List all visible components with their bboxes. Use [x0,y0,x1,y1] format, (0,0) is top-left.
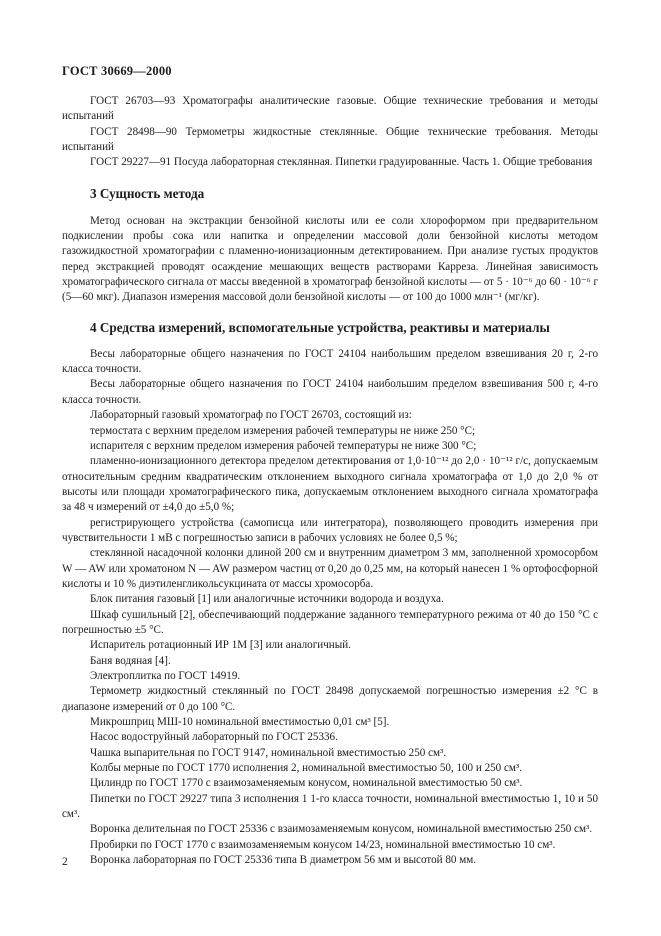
section-4-heading: 4 Средства измерений, вспомогательные устройства, реактивы и материалы [90,319,550,335]
equipment-subitem: испарителя с верхним пределом измерения рабочей температуры не ниже 300 °С; [90,439,477,452]
equipment-item: Весы лабораторные общего назначения по ГОСТ 24104 наибольшим пределом взвешивания 500 г, 4-го класса точности. [62,378,598,406]
equipment-item: Электроплитка по ГОСТ 14919. [90,670,241,682]
equipment-item: Весы лабораторные общего назначения по ГОСТ 24104 наибольшим пределом взвешивания 20 г, 2-го класса точности. [62,347,598,376]
page-content [62,94,598,868]
equipment-subitem: стеклянной насадочной колонки длиной 200 см и внутренним диаметром 3 мм, заполненной хромосорбом W — AW или хроматоном N — AW размером частиц от 0,20 до 0,25 мм, на который нанесен 1 % ортофосфорной кислоты и 10 % диэтиленгликольсукцината от массы хромосорба. [62,547,598,590]
section-3-text: Метод основан на экстракции бензойной кислоты или ее соли хлороформом при предварительном подкислении пробы сока или напитка и определении массовой доли бензойной кислоты методом газожидкостной хроматографии с пламенно-ионизационным детектированием. При анализе густых продуктов перед экстракцией проводят осаждение мешающих веществ растворами Карреза. Линейная зависимость хроматографического сигнала от массы введенной в хроматограф бензойной кислоты — от 5 · 10⁻⁶ до 60 · 10⁻⁶ г (5—60 мкг). Диапазон измерения массовой доли бензойной кислоты — от 100 до 1000 млн⁻¹ (мг/кг). [62,214,598,304]
standard-header: ГОСТ 30669—2000 [62,64,172,78]
equipment-item: Воронка лабораторная по ГОСТ 25336 типа В диаметром 56 мм и высотой 80 мм. [90,854,477,867]
equipment-item: Блок питания газовый [1] или аналогичные источники водорода и воздуха. [90,593,444,606]
equipment-item: Термометр жидкостный стеклянный по ГОСТ 28498 допускаемой погрешностью измерения ±2 °С в диапазоне измерений от 0 до 100 °С. [62,685,598,713]
equipment-item: Чашка выпарительная по ГОСТ 9147, номинальной вместимостью 250 см³. [90,746,447,759]
page-number: 2 [62,856,68,868]
equipment-item: Воронка делительная по ГОСТ 25336 с взаимозаменяемым конусом, номинальной вместимостью 250 см³. [90,823,593,836]
section-3-heading: 3 Сущность метода [90,185,205,201]
equipment-item: Пипетки по ГОСТ 29227 типа 3 исполнения 1 1-го класса точности, номинальной вместимостью 1, 10 и 50 см³. [62,792,598,821]
reference-gost-26703: ГОСТ 26703—93 Хроматографы аналитические газовые. Общие технические требования и методы испытаний [62,95,598,123]
equipment-subitem: термостата с верхним пределом измерения рабочей температуры не ниже 250 °С; [90,424,476,437]
equipment-item: Баня водяная [4]. [90,654,171,667]
equipment-subitem: пламенно-ионизационного детектора пределом детектирования от 1,0·10⁻¹² до 2,0 · 10⁻¹² г/с, допускаемым относительным средним квадратическим отклонением выходного сигнала хроматографа от 1,0 до 2,0 % от высоты или площади хроматографического пика, допускаемым отклонением выходного сигнала хроматографа за 48 ч измерений от ±4,0 до ±5,0 %; [62,455,598,514]
equipment-item: Испаритель ротационный ИР 1М [3] или аналогичный. [90,639,351,652]
equipment-subitem: регистрирующего устройства (самописца или интегратора), позволяющего проводить измерения при чувствительности 1 мВ с погрешностью записи в рабочих условиях не более 0,5 %; [62,516,598,544]
equipment-item: Пробирки по ГОСТ 1770 с взаимозаменяемым конусом 14/23, номинальной вместимостью 10 см³. [90,838,556,851]
reference-gost-29227: ГОСТ 29227—91 Посуда лабораторная стеклянная. Пипетки градуированные. Часть 1. Общие требования [90,156,593,169]
equipment-item: Насос водоструйный лабораторный по ГОСТ 25336. [90,731,338,744]
equipment-item: Лабораторный газовый хроматограф по ГОСТ 26703, состоящий из: [90,409,412,422]
equipment-item: Шкаф сушильный [2], обеспечивающий поддержание заданного температурного режима от 40 до 150 °С с погрешностью ±5 °С. [62,608,598,636]
equipment-item: Цилиндр по ГОСТ 1770 с взаимозаменяемым конусом, номинальной вместимостью 50 см³. [90,777,523,790]
equipment-item: Микрошприц МШ-10 номинальной вместимостью 0,01 см³ [5]. [90,716,390,729]
reference-gost-28498: ГОСТ 28498—90 Термометры жидкостные стеклянные. Общие технические требования. Методы испытаний [62,125,598,154]
equipment-item: Колбы мерные по ГОСТ 1770 исполнения 2, номинальной вместимостью 50, 100 и 250 см³. [90,762,523,775]
